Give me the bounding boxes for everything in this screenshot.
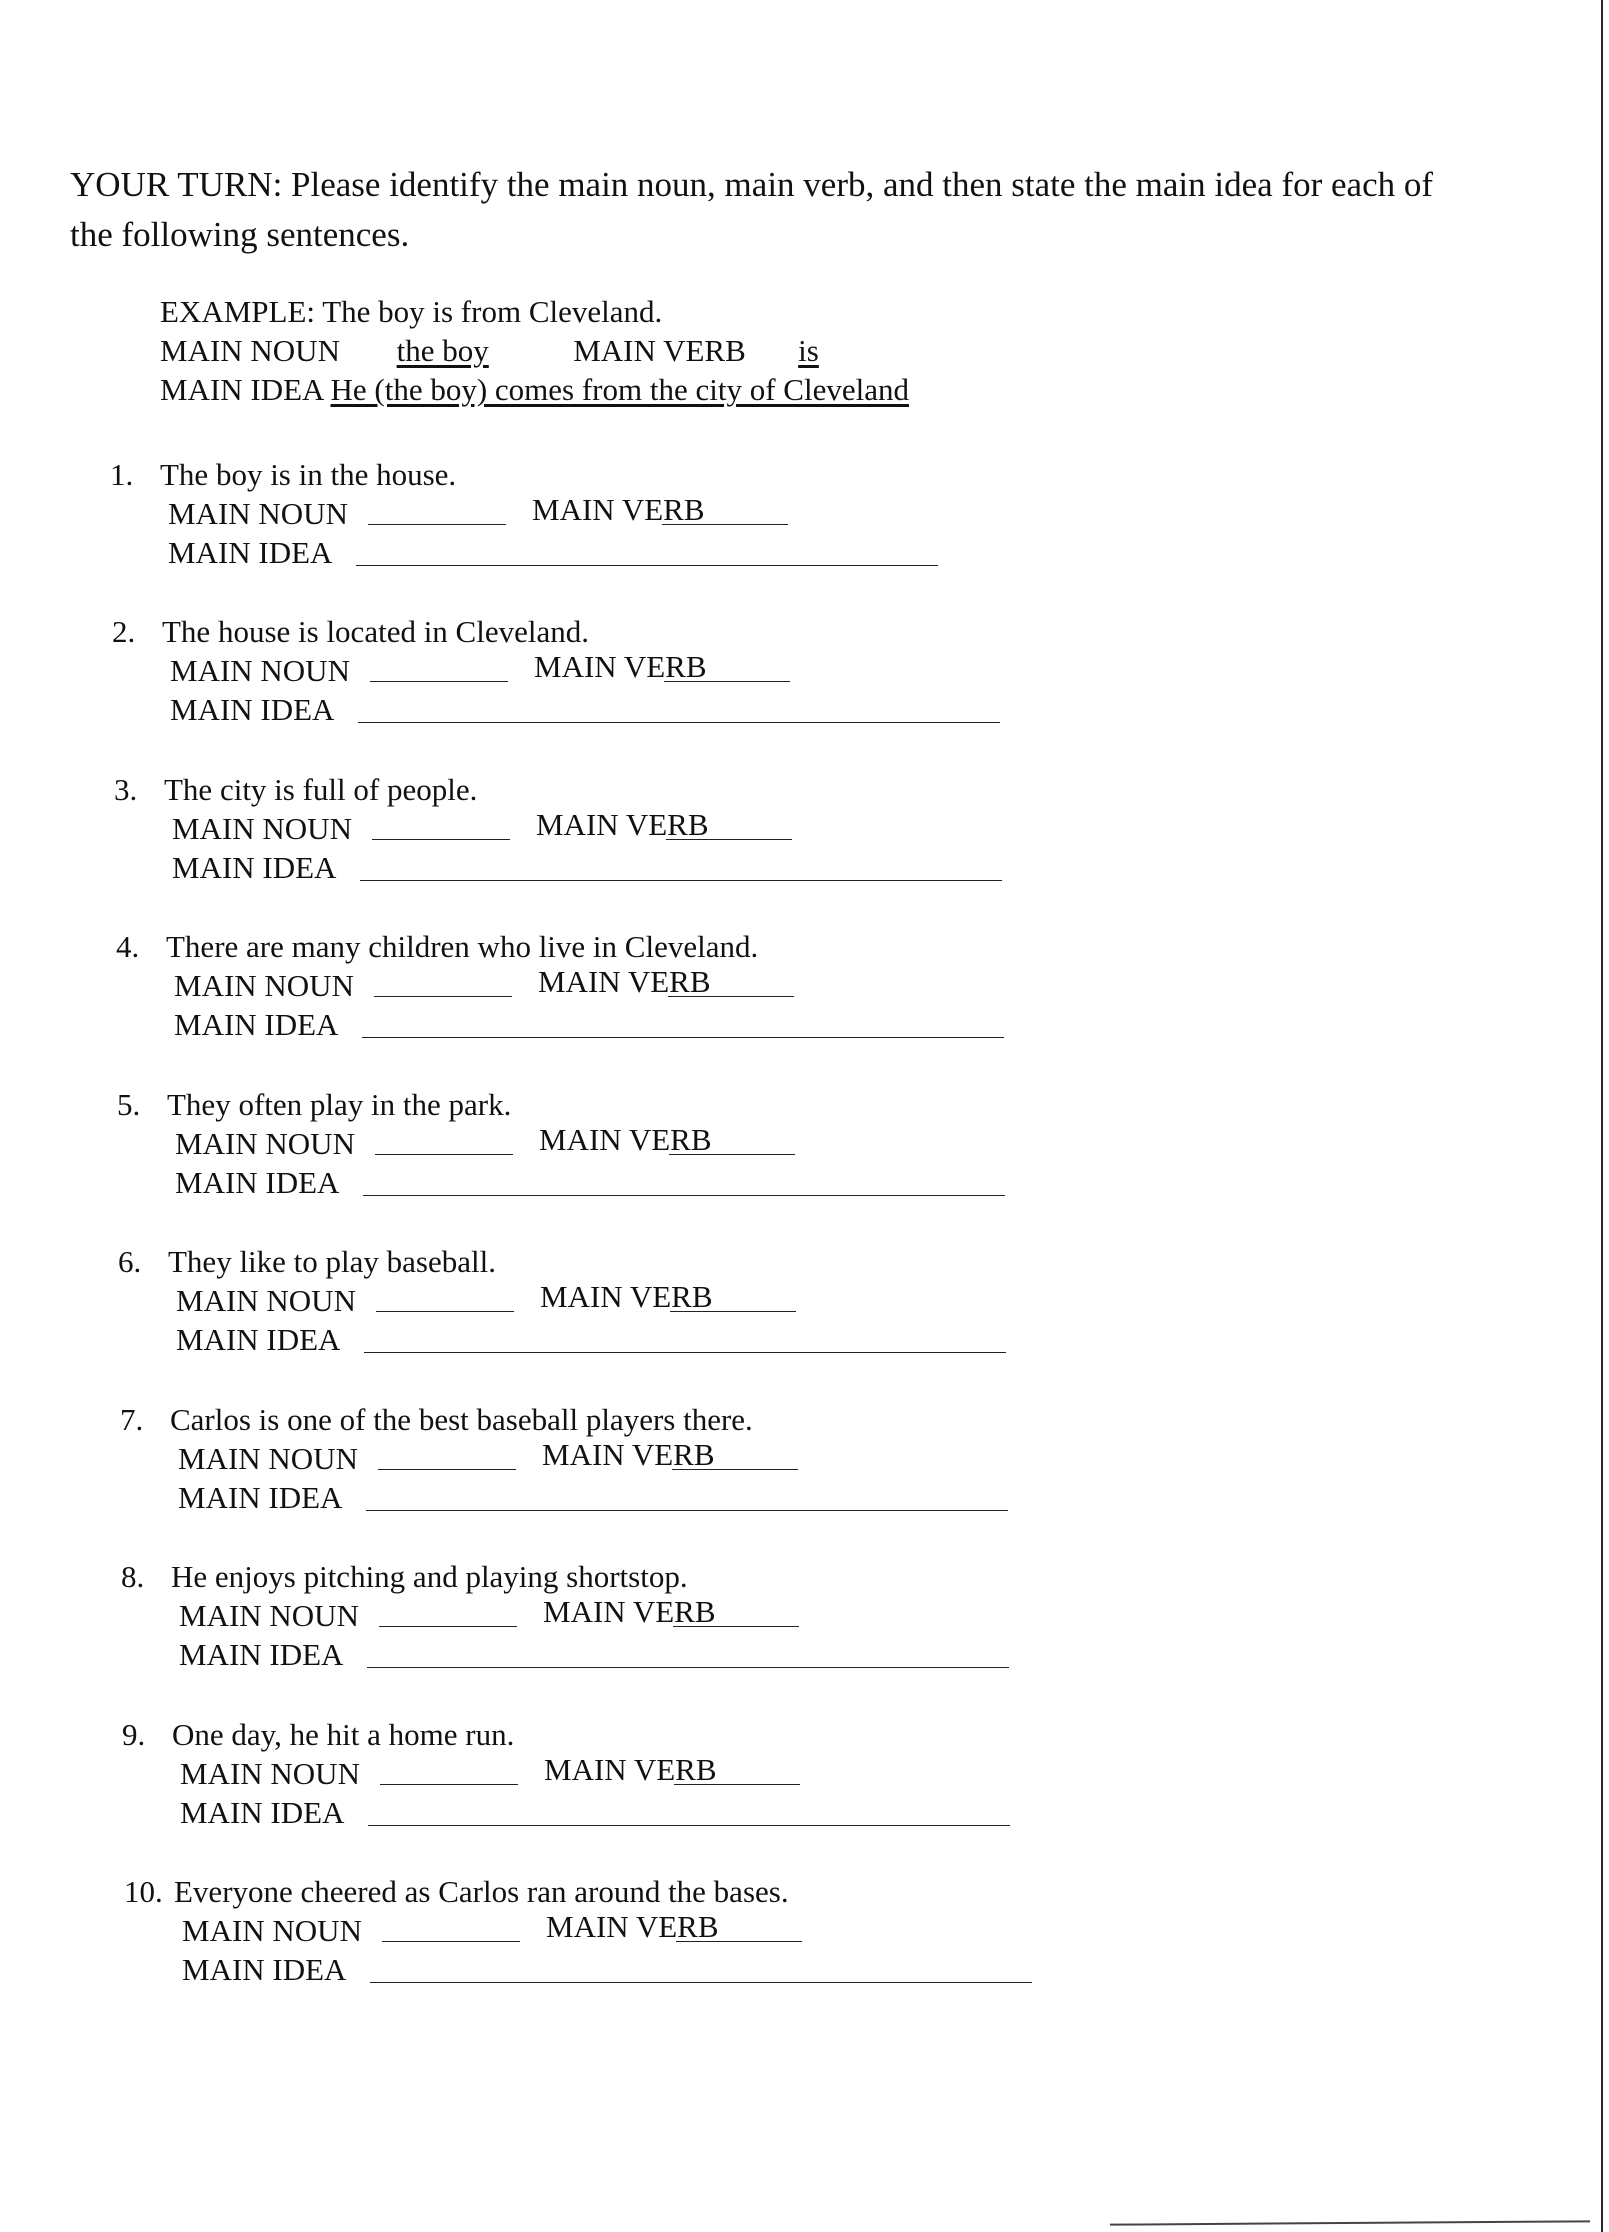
main-noun-blank[interactable] — [376, 1311, 514, 1312]
question-item — [120, 1400, 753, 1517]
noun-verb-row — [121, 1594, 716, 1635]
question-sentence-row — [124, 1872, 789, 1911]
main-noun-label: MAIN NOUN — [170, 653, 350, 688]
main-idea-label: MAIN IDEA — [172, 850, 337, 885]
question-item — [118, 1242, 713, 1359]
question-sentence-row — [114, 770, 477, 809]
main-verb-label: MAIN VERB — [536, 807, 709, 842]
noun-verb-row — [118, 1279, 713, 1320]
main-idea-row — [122, 1793, 514, 1832]
question-sentence-row — [117, 1085, 511, 1124]
main-noun-label: MAIN NOUN — [174, 968, 354, 1003]
question-item — [110, 455, 705, 572]
main-idea-label: MAIN IDEA — [168, 535, 333, 570]
question-sentence-row — [121, 1557, 688, 1596]
main-idea-label: MAIN IDEA — [179, 1637, 344, 1672]
question-number: 4. — [116, 929, 140, 964]
question-sentence: He enjoys pitching and playing shortstop. — [171, 1559, 688, 1594]
main-verb-blank[interactable] — [670, 1311, 796, 1312]
main-idea-row — [110, 533, 456, 572]
question-item — [116, 927, 758, 1044]
example-idea-answer: He (the boy) comes from the city of Cleveland — [330, 372, 909, 407]
main-idea-label: MAIN IDEA — [178, 1480, 343, 1515]
main-verb-label: MAIN VERB — [542, 1437, 715, 1472]
main-verb-blank[interactable] — [673, 1626, 799, 1627]
main-idea-blank[interactable] — [370, 1982, 1032, 1983]
question-sentence-row — [118, 1242, 496, 1281]
question-number: 2. — [112, 614, 136, 649]
example-noun-verb-row — [160, 331, 1019, 370]
question-item — [114, 770, 709, 887]
main-noun-label: MAIN NOUN — [172, 811, 352, 846]
main-noun-label: MAIN NOUN — [182, 1913, 362, 1948]
question-sentence: They often play in the park. — [167, 1087, 512, 1122]
main-verb-label: MAIN VERB — [546, 1909, 719, 1944]
main-noun-blank[interactable] — [375, 1154, 513, 1155]
main-idea-row — [112, 690, 589, 729]
main-idea-blank[interactable] — [364, 1352, 1006, 1353]
example-noun-answer: the boy — [396, 333, 489, 368]
question-number: 9. — [122, 1717, 146, 1752]
main-idea-blank[interactable] — [368, 1825, 1010, 1826]
main-verb-label: MAIN VERB — [538, 964, 711, 999]
instructions: YOUR TURN: Please identify the main noun, main verb, and then state the main idea for each of the following sentences. — [70, 165, 1434, 254]
question-item — [112, 612, 707, 729]
main-idea-blank[interactable] — [363, 1195, 1005, 1196]
question-item — [117, 1085, 712, 1202]
question-number: 8. — [121, 1559, 145, 1594]
main-idea-row — [117, 1163, 511, 1202]
main-verb-label: MAIN VERB — [539, 1122, 712, 1157]
question-number: 1. — [110, 457, 134, 492]
question-sentence-row — [122, 1715, 514, 1754]
question-sentence: Everyone cheered as Carlos ran around the bases. — [174, 1874, 789, 1909]
main-idea-label: MAIN IDEA — [182, 1952, 347, 1987]
main-idea-blank[interactable] — [358, 722, 1000, 723]
example-verb-answer: is — [798, 333, 819, 368]
question-number: 3. — [114, 772, 138, 807]
noun-verb-row — [114, 807, 709, 848]
question-item — [124, 1872, 789, 1989]
main-idea-label: MAIN IDEA — [174, 1007, 339, 1042]
main-noun-label: MAIN NOUN — [178, 1441, 358, 1476]
example-verb-label: MAIN VERB — [573, 333, 746, 368]
main-noun-blank[interactable] — [368, 524, 506, 525]
question-sentence: The city is full of people. — [164, 772, 478, 807]
main-noun-blank[interactable] — [382, 1941, 520, 1942]
question-number: 7. — [120, 1402, 144, 1437]
question-sentence: There are many children who live in Cleveland. — [166, 929, 759, 964]
main-idea-row — [120, 1478, 753, 1517]
main-idea-blank[interactable] — [360, 880, 1002, 881]
main-verb-blank[interactable] — [668, 996, 794, 997]
main-idea-blank[interactable] — [356, 565, 938, 566]
page-edge-bottom — [1110, 2220, 1590, 2225]
example-idea-label: MAIN IDEA — [160, 372, 323, 407]
noun-verb-row — [112, 649, 707, 690]
question-sentence: One day, he hit a home run. — [172, 1717, 515, 1752]
example-block — [160, 292, 1019, 409]
example-sentence: EXAMPLE: The boy is from Cleveland. — [160, 294, 663, 329]
main-idea-label: MAIN IDEA — [170, 692, 335, 727]
noun-verb-row — [117, 1122, 712, 1163]
main-idea-label: MAIN IDEA — [176, 1322, 341, 1357]
main-verb-blank[interactable] — [672, 1469, 798, 1470]
main-noun-blank[interactable] — [374, 996, 512, 997]
question-number: 5. — [117, 1087, 141, 1122]
question-sentence-row — [110, 455, 456, 494]
question-sentence: The boy is in the house. — [160, 457, 457, 492]
question-item — [122, 1715, 717, 1832]
question-sentence: Carlos is one of the best baseball players there. — [170, 1402, 753, 1437]
question-sentence-row — [120, 1400, 753, 1439]
example-idea-row — [160, 370, 1019, 409]
main-idea-blank[interactable] — [362, 1037, 1004, 1038]
main-noun-blank[interactable] — [378, 1469, 516, 1470]
main-noun-label: MAIN NOUN — [175, 1126, 355, 1161]
main-idea-label: MAIN IDEA — [175, 1165, 340, 1200]
example-noun-label: MAIN NOUN — [160, 333, 340, 368]
main-idea-row — [121, 1635, 688, 1674]
question-sentence: The house is located in Cleveland. — [162, 614, 589, 649]
question-item — [121, 1557, 716, 1674]
main-verb-blank[interactable] — [669, 1154, 795, 1155]
main-noun-blank[interactable] — [370, 681, 508, 682]
noun-verb-row — [122, 1752, 717, 1793]
main-idea-blank[interactable] — [367, 1667, 1009, 1668]
main-verb-blank[interactable] — [664, 681, 790, 682]
main-noun-label: MAIN NOUN — [176, 1283, 356, 1318]
noun-verb-row — [110, 492, 705, 533]
main-verb-label: MAIN VERB — [532, 492, 705, 527]
main-verb-blank[interactable] — [662, 524, 788, 525]
main-verb-blank[interactable] — [674, 1784, 800, 1785]
main-noun-label: MAIN NOUN — [180, 1756, 360, 1791]
question-number: 10. — [124, 1874, 163, 1909]
main-noun-blank[interactable] — [380, 1784, 518, 1785]
main-noun-blank[interactable] — [372, 839, 510, 840]
main-verb-label: MAIN VERB — [543, 1594, 716, 1629]
main-idea-row — [124, 1950, 789, 1989]
main-verb-label: MAIN VERB — [544, 1752, 717, 1787]
main-noun-blank[interactable] — [379, 1626, 517, 1627]
noun-verb-row — [116, 966, 758, 1005]
noun-verb-row — [124, 1911, 789, 1950]
main-noun-label: MAIN NOUN — [168, 496, 348, 531]
main-verb-label: MAIN VERB — [540, 1279, 713, 1314]
main-idea-row — [118, 1320, 496, 1359]
question-sentence-row — [112, 612, 589, 651]
page-edge-right — [1601, 0, 1603, 2232]
question-sentence: They like to play baseball. — [168, 1244, 496, 1279]
main-verb-blank[interactable] — [676, 1941, 802, 1942]
main-idea-label: MAIN IDEA — [180, 1795, 345, 1830]
noun-verb-row — [120, 1439, 753, 1478]
main-noun-label: MAIN NOUN — [179, 1598, 359, 1633]
main-verb-blank[interactable] — [666, 839, 792, 840]
question-number: 6. — [118, 1244, 142, 1279]
main-idea-blank[interactable] — [366, 1510, 1008, 1511]
main-verb-label: MAIN VERB — [534, 649, 707, 684]
question-sentence-row — [116, 927, 758, 966]
main-idea-row — [116, 1005, 758, 1044]
main-idea-row — [114, 848, 477, 887]
